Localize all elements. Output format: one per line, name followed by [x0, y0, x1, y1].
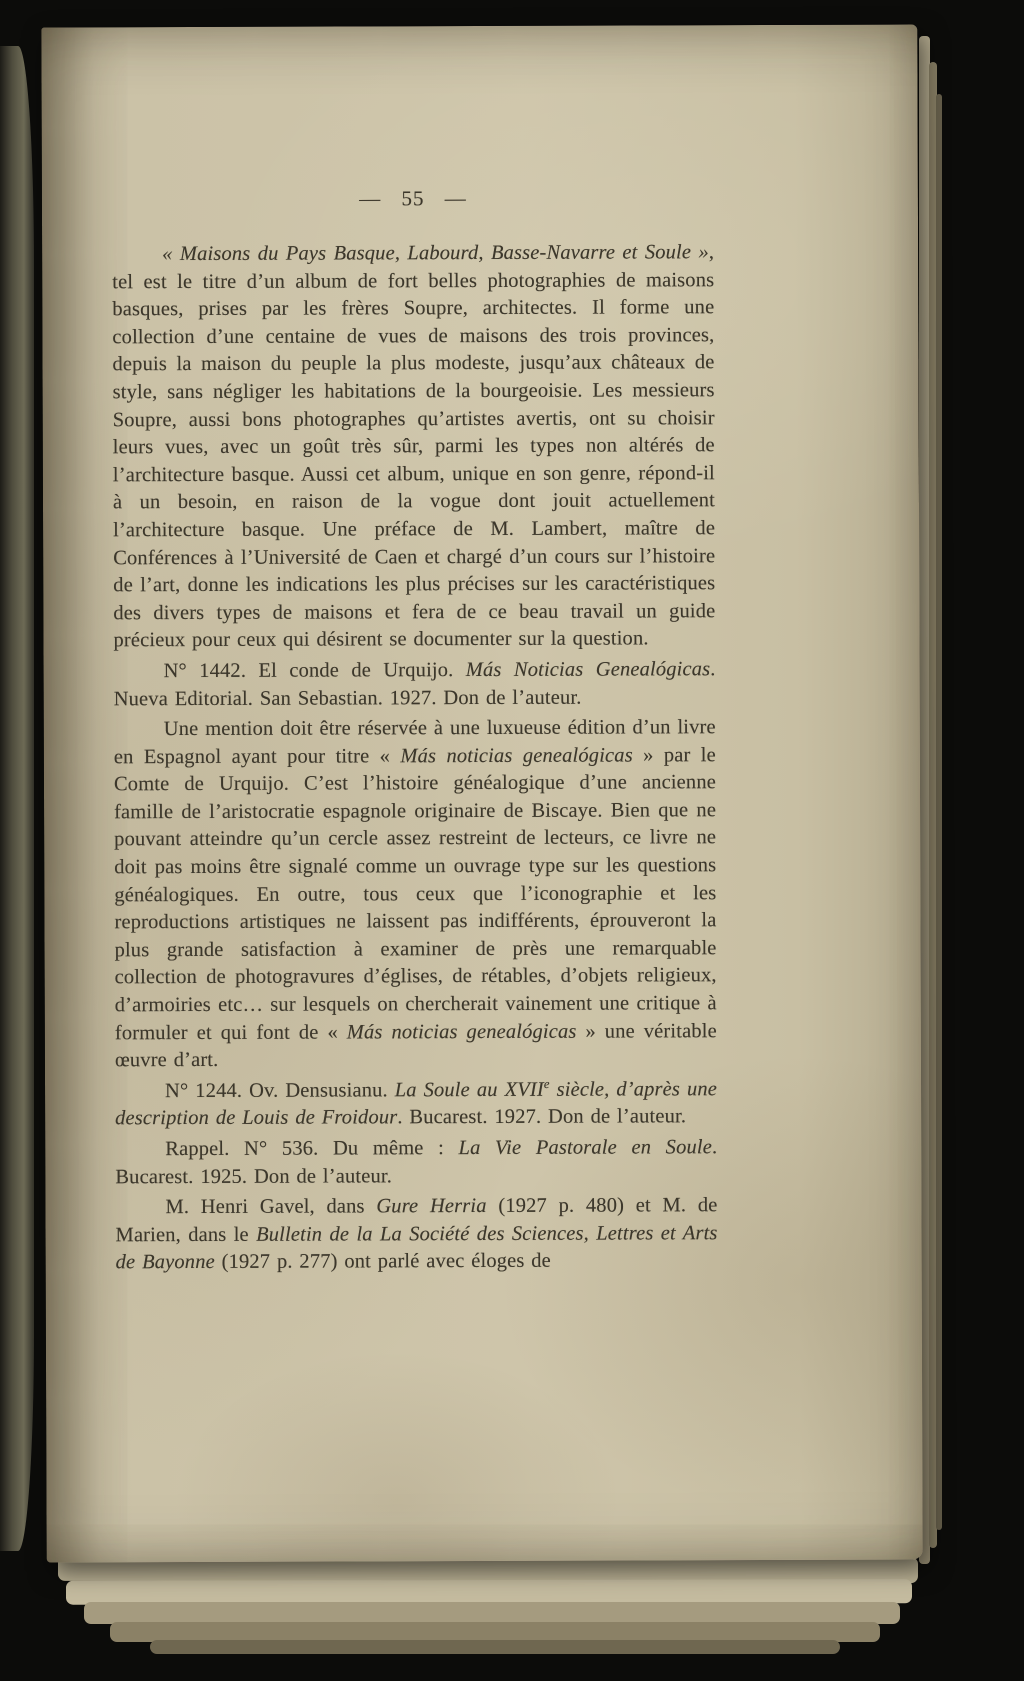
paragraph	[115, 1134, 717, 1191]
body-text: » une véritable œuvre d’art.	[114, 1019, 717, 1072]
body-text: Rappel. N° 536. Du même :	[165, 1137, 459, 1161]
title-text: Más Noticias Genealógicas	[465, 658, 711, 681]
facing-page-edge	[0, 46, 34, 1551]
body-text: (1927 p. 277) ont parlé avec éloges de	[214, 1250, 551, 1274]
page-stack-strip	[150, 1640, 840, 1654]
body-text: Une mention doit être réservée à une luxueuse édition d’un livre en Espagnol ayant pour titre «	[113, 716, 716, 768]
paragraph	[115, 1076, 717, 1133]
text-column	[112, 185, 718, 1280]
title-text: Más noticias genealógicas	[346, 1020, 577, 1044]
page-stack-strip	[66, 1579, 912, 1604]
body-text: N° 1442. El conde de Urquijo.	[163, 658, 466, 683]
title-text: e	[543, 1076, 550, 1091]
title-text: La Soule au XVII	[394, 1078, 544, 1102]
page-number: — 55 —	[359, 186, 467, 211]
body-text: , tel est le titre d’un album de fort belles photographies de maisons basques, prises par les frères Soupre, architectes. Il forme une collection d’une centaine de vues de maisons des trois provinces, depuis la maison du peuple la plus modeste, jusqu’aux châteaux de style, sans négliger les habitations de la bourgeoisie. Les messieurs Soupre, aussi bons photographes qu’artistes avertis, ont su choisir leurs vues, avec un goût très sûr, parmi les types non altérés de l’architecture basque. Aussi cet album, unique en son genre, répond-il à un besoin, en raison de la vogue dont jouit actuellement l’architecture basque. Une préface de M. Lambert, maître de Conférences à l’Université de Caen et chargé d’un cours sur l’histoire de l’art, donne les indications les plus précises sur les caractéristiques des divers types de maisons et fera de ce beau travail un guide précieux pour ceux qui désirent se documenter sur la question.	[112, 241, 716, 652]
page-text	[112, 239, 718, 1277]
page-stack-strip	[936, 94, 942, 1530]
book-page	[41, 24, 922, 1562]
body-text: (1927 p. 480) et M. de Marien, dans le	[115, 1194, 718, 1247]
title-text: Gure Herria	[376, 1195, 487, 1218]
body-text: M. Henri Gavel, dans	[165, 1195, 377, 1219]
page-stack-strip	[110, 1622, 880, 1642]
title-text: « Maisons du Pays Basque, Labourd, Basse-Navarre et Soule »	[162, 241, 709, 266]
title-text: La Vie Pastorale en Soule	[458, 1136, 712, 1160]
body-text: N° 1244. Ov. Densusianu.	[164, 1079, 395, 1102]
body-text: . Bucarest. 1927. Don de l’auteur.	[397, 1105, 687, 1129]
paragraph	[114, 714, 717, 1075]
body-text: » par le Comte de Urquijo. C’est l’histoire généalogique d’une ancienne famille de l’aristocratie espagnole originaire de Biscaye. Bien que ne pouvant atteindre qu’un cercle assez restreint de lecteurs, ce livre ne doit pas moins être signalé comme un ouvrage type sur les questions généalogiques. En outre, tous ceux que l’iconographie et les reproductions artistiques ne laissent pas indifférents, éprouveront la plus grande satisfaction à examiner de près une remarquable collection de photogravures d’églises, de rétables, d’objets religieux, d’armoiries etc… sur lesquels on chercherait vainement une critique à formuler et qui font de «	[113, 743, 717, 1044]
body-text: . Bucarest. 1925. Don de l’auteur.	[115, 1136, 718, 1188]
title-text: siècle, d’après une description de Louis de Froidour	[115, 1077, 718, 1130]
paragraph	[112, 239, 715, 655]
title-text: Bulletin de la La Société des Sciences, Lettres et Arts de Bayonne	[115, 1221, 718, 1274]
paragraph	[115, 1192, 717, 1277]
page-stack-strip	[84, 1602, 900, 1624]
title-text: Más noticias genealógicas	[400, 744, 633, 767]
body-text: . Nueva Editorial. San Sebastian. 1927. Don de l’auteur.	[113, 658, 716, 710]
paragraph	[114, 656, 716, 713]
